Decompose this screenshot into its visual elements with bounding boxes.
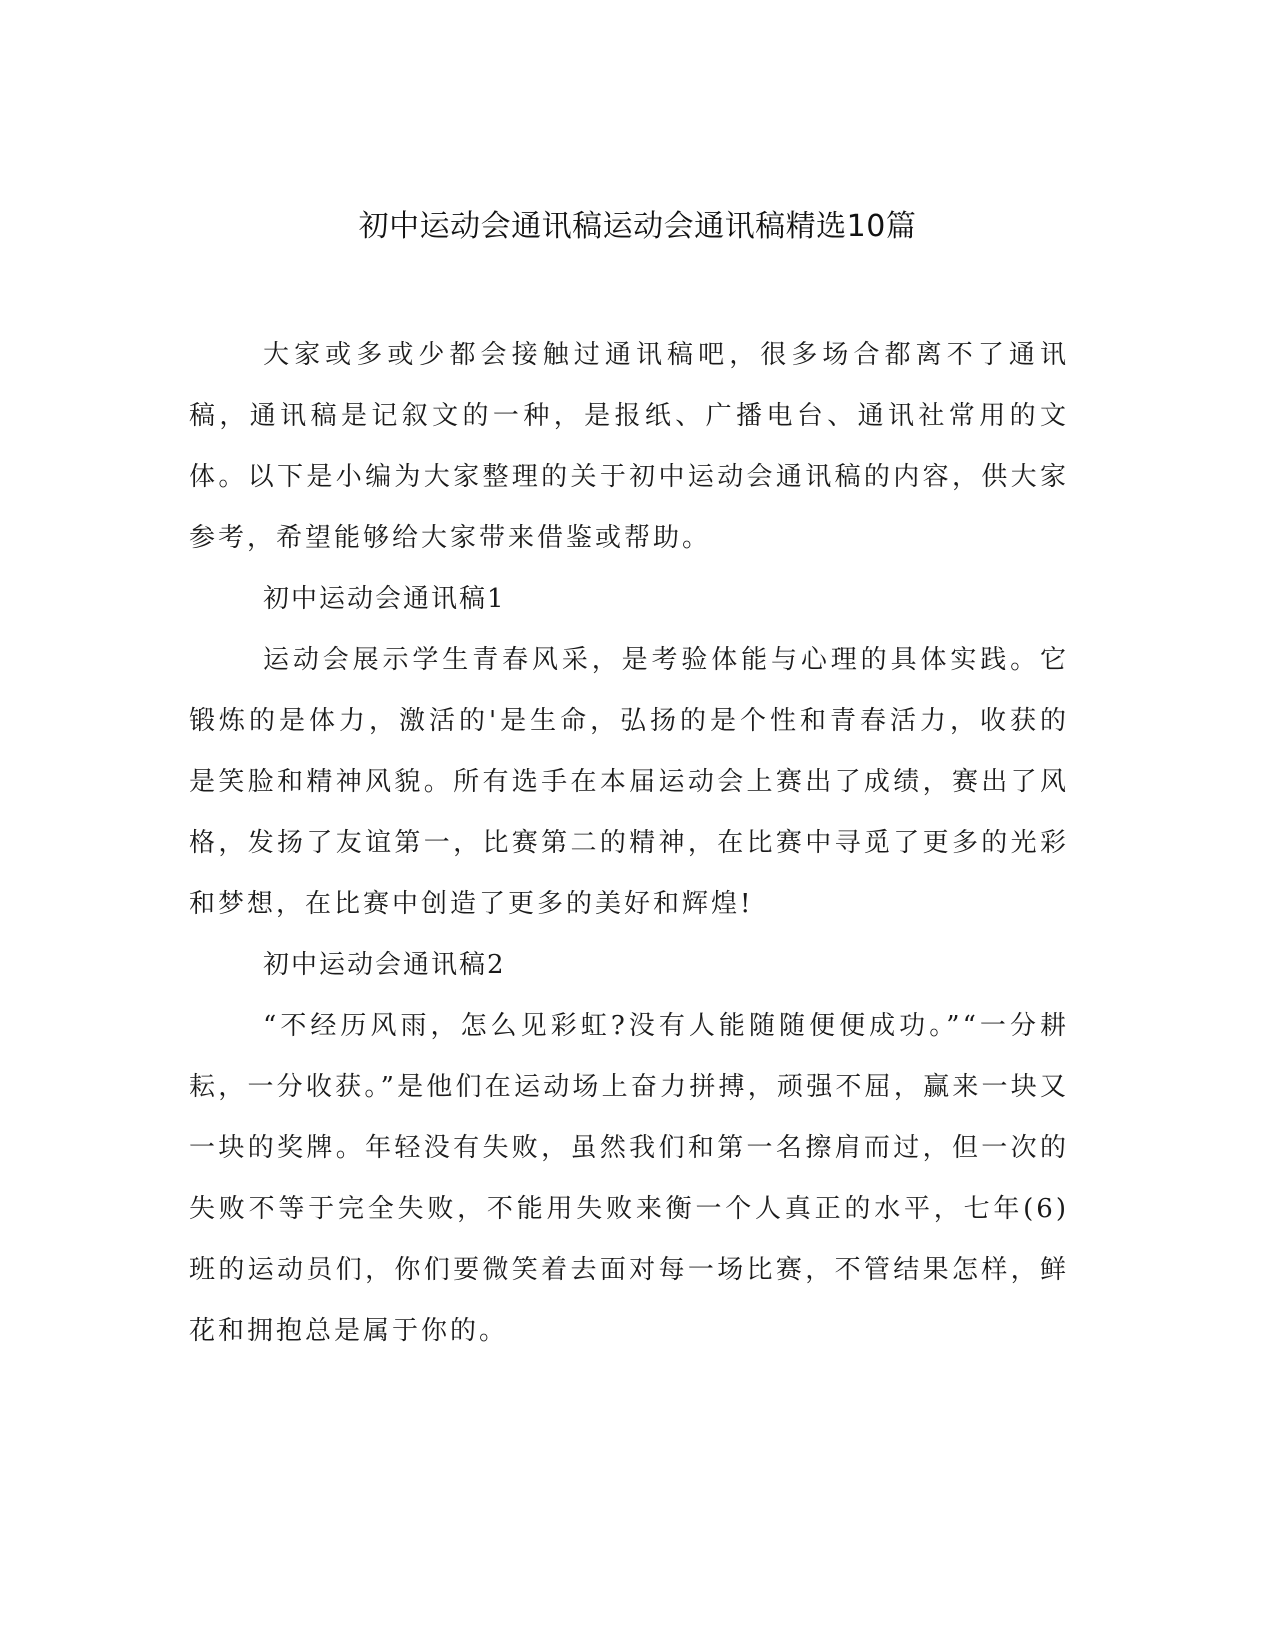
section-paragraph-2: “不经历风雨，怎么见彩虹?没有人能随随便便成功。”“一分耕耘，一分收获。”是他们在运动场上奋力拼搏，顽强不屈，赢来一块又一块的奖牌。年轻没有失败，虽然我们和第一名擦肩而过，但一次的失败不等于完全失败，不能用失败来衡一个人真正的水平，七年(6)班的运动员们，你们要微笑着去面对每一场比赛，不管结果怎样，鲜花和拥抱总是属于你的。 <box>189 1011 1069 1346</box>
section-paragraph-1: 运动会展示学生青春风采，是考验体能与心理的具体实践。它锻炼的是体力，激活的'是生命，弘扬的是个性和青春活力，收获的是笑脸和精神风貌。所有选手在本届运动会上赛出了成绩，赛出了风格，发扬了友谊第一，比赛第二的精神，在比赛中寻觅了更多的光彩和梦想，在比赛中创造了更多的美好和辉煌! <box>189 645 1069 919</box>
document-title: 初中运动会通讯稿运动会通讯稿精选10篇 <box>358 209 917 244</box>
section-heading-1: 初中运动会通讯稿1 <box>263 584 506 614</box>
document-body <box>189 325 1069 1362</box>
intro-paragraph: 大家或多或少都会接触过通讯稿吧，很多场合都离不了通讯稿，通讯稿是记叙文的一种，是报纸、广播电台、通讯社常用的文体。以下是小编为大家整理的关于初中运动会通讯稿的内容，供大家参考，希望能够给大家带来借鉴或帮助。 <box>189 340 1069 553</box>
section-heading-2: 初中运动会通讯稿2 <box>263 950 506 980</box>
